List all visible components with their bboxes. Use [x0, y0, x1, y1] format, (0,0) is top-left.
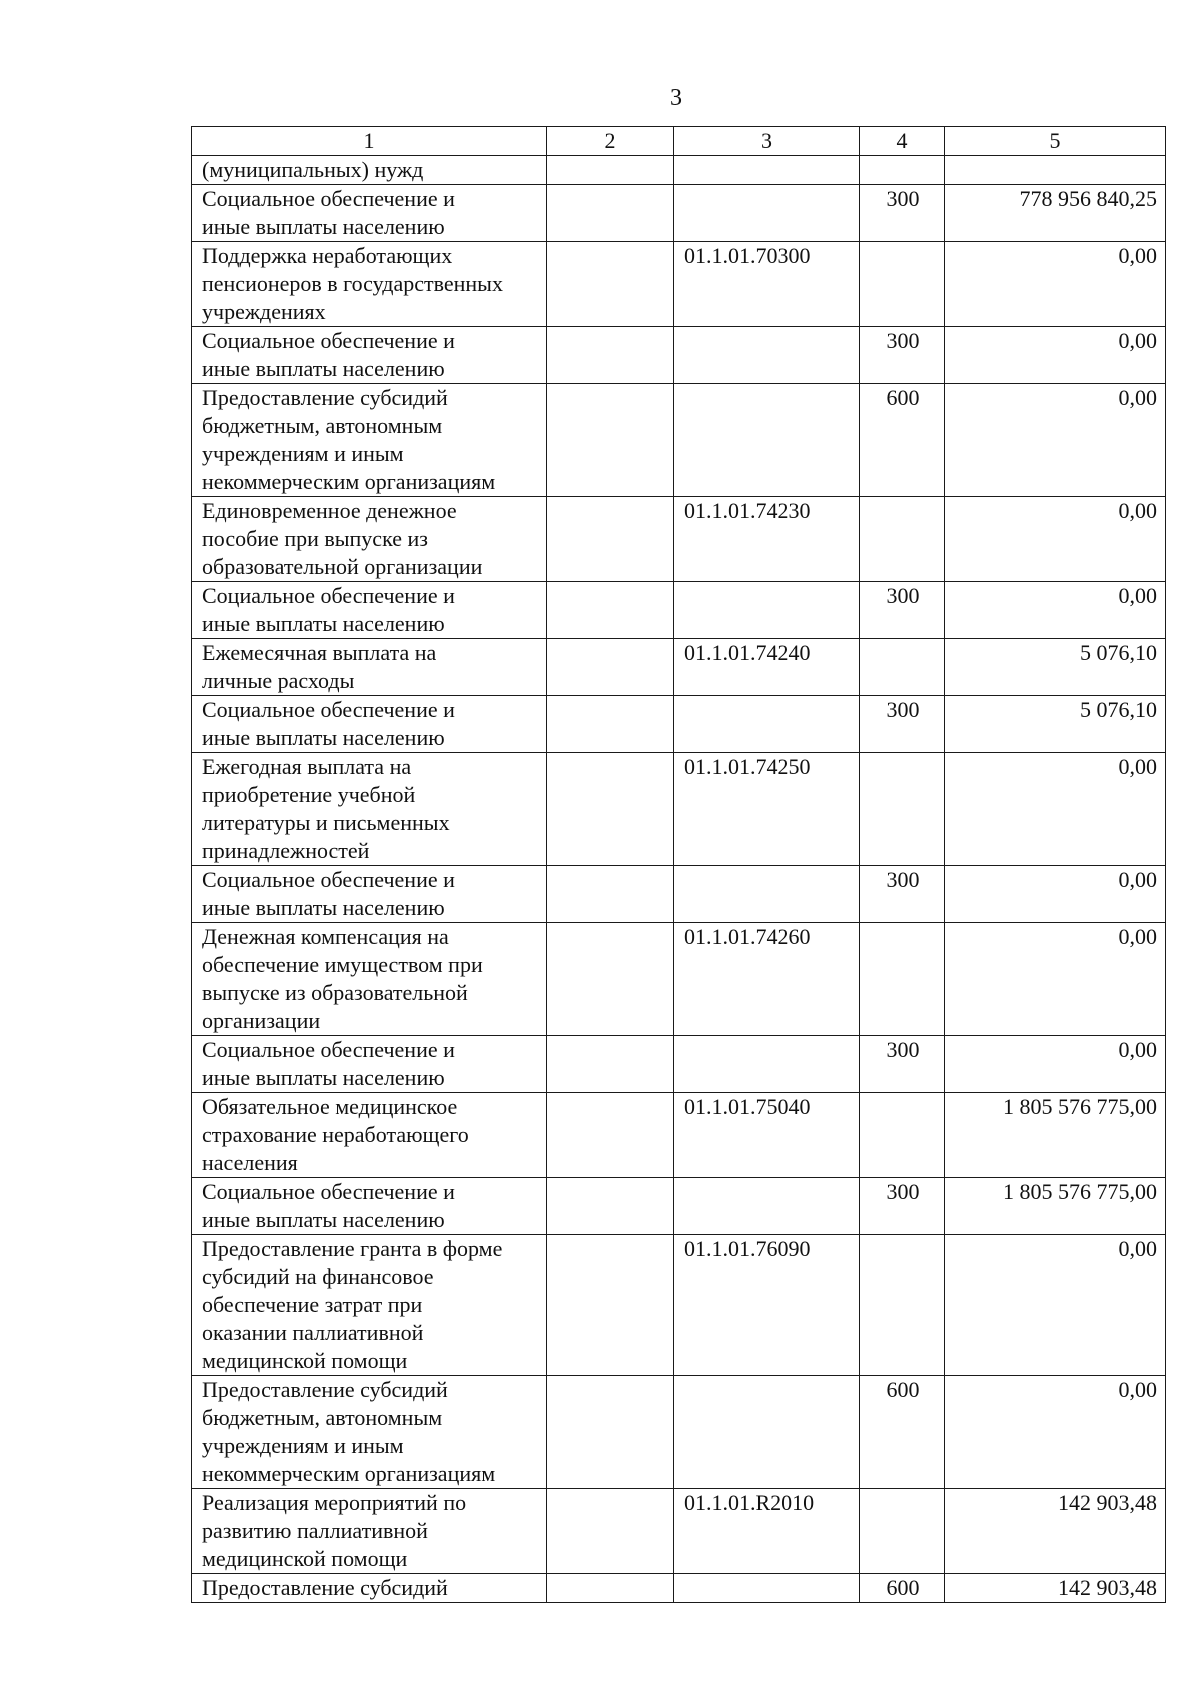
row-code-cell: [674, 696, 860, 753]
row-col2-cell: [547, 156, 674, 185]
row-name-line: иные выплаты населению: [202, 895, 445, 920]
row-code-cell: [674, 156, 860, 185]
header-col-3: 3: [674, 127, 860, 156]
row-amount-cell: 778 956 840,25: [945, 185, 1166, 242]
row-code-cell: [674, 582, 860, 639]
row-code-cell: 01.1.01.74260: [674, 923, 860, 1036]
row-name-cell: [192, 696, 547, 753]
row-code-cell: [674, 384, 860, 497]
row-col2-cell: [547, 1036, 674, 1093]
table-row: [192, 1036, 1166, 1093]
row-name-line: Поддержка неработающих: [202, 243, 453, 268]
row-code-cell: [674, 866, 860, 923]
row-expense-type-cell: [860, 639, 945, 696]
row-amount-cell: 0,00: [945, 866, 1166, 923]
table-row: [192, 753, 1166, 866]
row-amount-cell: 0,00: [945, 753, 1166, 866]
row-name-line: развитию паллиативной: [202, 1518, 428, 1543]
row-expense-type-cell: 300: [860, 185, 945, 242]
row-expense-type-cell: [860, 1235, 945, 1376]
row-name-cell: [192, 185, 547, 242]
table-body: [192, 156, 1166, 1603]
row-name-line: (муниципальных) нужд: [202, 157, 424, 182]
row-name-line: учреждениям и иным: [202, 1433, 404, 1458]
row-code-cell: [674, 1036, 860, 1093]
row-name-cell: [192, 923, 547, 1036]
row-name-cell: [192, 497, 547, 582]
row-name-line: Денежная компенсация на: [202, 924, 449, 949]
row-amount-cell: 0,00: [945, 1036, 1166, 1093]
header-col-2: 2: [547, 127, 674, 156]
row-code-cell: [674, 1376, 860, 1489]
table-header: [192, 127, 1166, 156]
row-expense-type-cell: 300: [860, 1178, 945, 1235]
row-col2-cell: [547, 866, 674, 923]
header-col-5: 5: [945, 127, 1166, 156]
table-row: [192, 1235, 1166, 1376]
row-code-cell: [674, 327, 860, 384]
row-name-line: Предоставление субсидий: [202, 385, 448, 410]
row-expense-type-cell: [860, 1489, 945, 1574]
row-name-line: Социальное обеспечение и: [202, 328, 455, 353]
row-amount-cell: 0,00: [945, 1376, 1166, 1489]
row-amount-cell: 142 903,48: [945, 1489, 1166, 1574]
row-name-line: Обязательное медицинское: [202, 1094, 458, 1119]
row-name-line: иные выплаты населению: [202, 1207, 445, 1232]
row-expense-type-cell: 300: [860, 696, 945, 753]
row-expense-type-cell: 600: [860, 1574, 945, 1603]
row-expense-type-cell: [860, 156, 945, 185]
row-name-line: учреждениях: [202, 299, 326, 324]
row-name-line: бюджетным, автономным: [202, 1405, 443, 1430]
row-col2-cell: [547, 639, 674, 696]
row-expense-type-cell: [860, 753, 945, 866]
row-name-line: личные расходы: [202, 668, 355, 693]
row-code-cell: [674, 185, 860, 242]
table-row: [192, 1574, 1166, 1603]
table-row: [192, 327, 1166, 384]
row-name-line: иные выплаты населению: [202, 725, 445, 750]
row-name-cell: [192, 1376, 547, 1489]
row-code-cell: [674, 1574, 860, 1603]
row-name-line: Ежемесячная выплата на: [202, 640, 437, 665]
page-number: 3: [670, 85, 682, 111]
row-name-cell: [192, 639, 547, 696]
row-code-cell: 01.1.01.75040: [674, 1093, 860, 1178]
row-name-line: Ежегодная выплата на: [202, 754, 412, 779]
row-col2-cell: [547, 696, 674, 753]
row-name-cell: [192, 1093, 547, 1178]
row-name-line: некоммерческим организациям: [202, 469, 496, 494]
row-name-line: Социальное обеспечение и: [202, 583, 455, 608]
row-expense-type-cell: 300: [860, 327, 945, 384]
row-col2-cell: [547, 1376, 674, 1489]
row-code-cell: 01.1.01.R2010: [674, 1489, 860, 1574]
header-col-1: 1: [192, 127, 547, 156]
row-col2-cell: [547, 1574, 674, 1603]
row-name-cell: [192, 156, 547, 185]
budget-table: [191, 126, 1166, 1603]
row-amount-cell: [945, 156, 1166, 185]
row-name-cell: [192, 582, 547, 639]
row-col2-cell: [547, 327, 674, 384]
table-row: [192, 185, 1166, 242]
row-expense-type-cell: [860, 242, 945, 327]
row-name-line: иные выплаты населению: [202, 214, 445, 239]
row-name-line: Социальное обеспечение и: [202, 1179, 455, 1204]
table-row: [192, 1093, 1166, 1178]
row-col2-cell: [547, 1489, 674, 1574]
row-name-line: обеспечение имуществом при: [202, 952, 483, 977]
row-name-line: медицинской помощи: [202, 1546, 408, 1571]
row-amount-cell: 1 805 576 775,00: [945, 1093, 1166, 1178]
row-name-line: субсидий на финансовое: [202, 1264, 434, 1289]
row-col2-cell: [547, 1093, 674, 1178]
row-amount-cell: 0,00: [945, 327, 1166, 384]
row-amount-cell: 0,00: [945, 497, 1166, 582]
row-amount-cell: 142 903,48: [945, 1574, 1166, 1603]
row-expense-type-cell: [860, 1093, 945, 1178]
row-name-line: Предоставление гранта в форме: [202, 1236, 503, 1261]
header-col-4: 4: [860, 127, 945, 156]
table-row: [192, 1489, 1166, 1574]
row-name-line: литературы и письменных: [202, 810, 450, 835]
row-name-line: бюджетным, автономным: [202, 413, 443, 438]
row-col2-cell: [547, 1235, 674, 1376]
table-row: [192, 582, 1166, 639]
row-name-line: пособие при выпуске из: [202, 526, 428, 551]
table-row: [192, 866, 1166, 923]
row-name-line: Предоставление субсидий: [202, 1377, 448, 1402]
row-name-line: Социальное обеспечение и: [202, 867, 455, 892]
row-name-cell: [192, 384, 547, 497]
row-name-line: организации: [202, 1008, 321, 1033]
row-name-cell: [192, 1574, 547, 1603]
row-amount-cell: 0,00: [945, 923, 1166, 1036]
row-expense-type-cell: 600: [860, 384, 945, 497]
table-row: [192, 923, 1166, 1036]
row-name-line: населения: [202, 1150, 298, 1175]
row-name-line: Социальное обеспечение и: [202, 697, 455, 722]
row-name-line: Реализация мероприятий по: [202, 1490, 467, 1515]
row-name-line: учреждениям и иным: [202, 441, 404, 466]
row-name-cell: [192, 866, 547, 923]
row-col2-cell: [547, 497, 674, 582]
row-name-cell: [192, 327, 547, 384]
row-expense-type-cell: 300: [860, 866, 945, 923]
row-name-line: принадлежностей: [202, 838, 370, 863]
row-name-line: Единовременное денежное: [202, 498, 457, 523]
row-code-cell: 01.1.01.70300: [674, 242, 860, 327]
row-name-line: Социальное обеспечение и: [202, 1037, 455, 1062]
row-name-line: приобретение учебной: [202, 782, 416, 807]
table-row: [192, 156, 1166, 185]
table-row: [192, 696, 1166, 753]
table-row: [192, 497, 1166, 582]
row-name-line: оказании паллиативной: [202, 1320, 424, 1345]
row-expense-type-cell: 300: [860, 1036, 945, 1093]
row-col2-cell: [547, 185, 674, 242]
header-row: [192, 127, 1166, 156]
row-name-cell: [192, 1235, 547, 1376]
row-col2-cell: [547, 923, 674, 1036]
row-name-cell: [192, 1489, 547, 1574]
row-col2-cell: [547, 753, 674, 866]
row-amount-cell: 0,00: [945, 384, 1166, 497]
table-row: [192, 242, 1166, 327]
row-name-cell: [192, 242, 547, 327]
row-col2-cell: [547, 384, 674, 497]
row-name-line: Социальное обеспечение и: [202, 186, 455, 211]
row-col2-cell: [547, 1178, 674, 1235]
row-col2-cell: [547, 582, 674, 639]
row-name-line: медицинской помощи: [202, 1348, 408, 1373]
row-name-line: обеспечение затрат при: [202, 1292, 423, 1317]
row-code-cell: 01.1.01.74240: [674, 639, 860, 696]
row-code-cell: 01.1.01.74230: [674, 497, 860, 582]
row-code-cell: 01.1.01.74250: [674, 753, 860, 866]
row-name-line: выпуске из образовательной: [202, 980, 468, 1005]
row-amount-cell: 0,00: [945, 242, 1166, 327]
row-amount-cell: 5 076,10: [945, 639, 1166, 696]
row-code-cell: [674, 1178, 860, 1235]
row-amount-cell: 5 076,10: [945, 696, 1166, 753]
row-expense-type-cell: [860, 923, 945, 1036]
row-name-cell: [192, 753, 547, 866]
row-amount-cell: 0,00: [945, 1235, 1166, 1376]
row-name-line: иные выплаты населению: [202, 356, 445, 381]
row-code-cell: 01.1.01.76090: [674, 1235, 860, 1376]
row-expense-type-cell: 300: [860, 582, 945, 639]
row-amount-cell: 1 805 576 775,00: [945, 1178, 1166, 1235]
row-name-cell: [192, 1036, 547, 1093]
row-name-line: образовательной организации: [202, 554, 483, 579]
row-name-line: иные выплаты населению: [202, 1065, 445, 1090]
row-name-line: Предоставление субсидий: [202, 1575, 448, 1600]
table-row: [192, 1178, 1166, 1235]
row-expense-type-cell: [860, 497, 945, 582]
table-row: [192, 639, 1166, 696]
row-name-line: страхование неработающего: [202, 1122, 469, 1147]
row-amount-cell: 0,00: [945, 582, 1166, 639]
row-name-line: иные выплаты населению: [202, 611, 445, 636]
row-name-cell: [192, 1178, 547, 1235]
table-row: [192, 1376, 1166, 1489]
row-name-line: пенсионеров в государственных: [202, 271, 503, 296]
row-expense-type-cell: 600: [860, 1376, 945, 1489]
table-row: [192, 384, 1166, 497]
row-name-line: некоммерческим организациям: [202, 1461, 496, 1486]
row-col2-cell: [547, 242, 674, 327]
